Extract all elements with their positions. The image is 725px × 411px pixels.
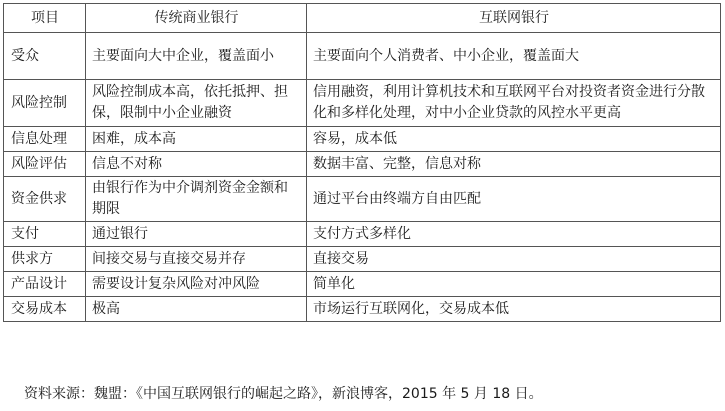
row-item: 供求方 [4,247,86,272]
traditional-cell: 困难，成本高 [86,127,307,152]
internet-cell: 信用融资，利用计算机技术和互联网平台对投资者资金进行分散化和多样化处理，对中小企业贷款的风控水平更高 [307,80,721,127]
table-row [4,80,721,127]
internet-cell: 市场运行互联网化，交易成本低 [307,297,721,322]
header-traditional-bank: 传统商业银行 [86,4,307,33]
internet-cell: 容易，成本低 [307,127,721,152]
internet-cell: 通过平台由终端方自由匹配 [307,177,721,222]
internet-cell: 简单化 [307,272,721,297]
internet-cell: 支付方式多样化 [307,222,721,247]
table-header-row [4,4,721,33]
traditional-cell: 主要面向大中企业，覆盖面小 [86,33,307,80]
traditional-cell: 间接交易与直接交易并存 [86,247,307,272]
traditional-cell: 极高 [86,297,307,322]
header-internet-bank: 互联网银行 [307,4,721,33]
table-row [4,33,721,80]
header-item: 项目 [4,4,86,33]
source-note: 资料来源：魏盟：《中国互联网银行的崛起之路》，新浪博客，2015 年 5 月 18 日。 [24,386,543,402]
internet-cell: 直接交易 [307,247,721,272]
table-row [4,247,721,272]
table-row [4,127,721,152]
row-item: 资金供求 [4,177,86,222]
row-item: 产品设计 [4,272,86,297]
traditional-cell: 风险控制成本高，依托抵押、担保，限制中小企业融资 [86,80,307,127]
row-item: 交易成本 [4,297,86,322]
row-item: 受众 [4,33,86,80]
traditional-cell: 通过银行 [86,222,307,247]
traditional-cell: 由银行作为中介调剂资金金额和期限 [86,177,307,222]
row-item: 风险评估 [4,152,86,177]
traditional-cell: 需要设计复杂风险对冲风险 [86,272,307,297]
table-row [4,222,721,247]
table-row [4,152,721,177]
row-item: 风险控制 [4,80,86,127]
comparison-table [3,3,721,322]
internet-cell: 数据丰富、完整，信息对称 [307,152,721,177]
row-item: 支付 [4,222,86,247]
traditional-cell: 信息不对称 [86,152,307,177]
table-row [4,272,721,297]
internet-cell: 主要面向个人消费者、中小企业，覆盖面大 [307,33,721,80]
row-item: 信息处理 [4,127,86,152]
table-row [4,297,721,322]
table-row [4,177,721,222]
